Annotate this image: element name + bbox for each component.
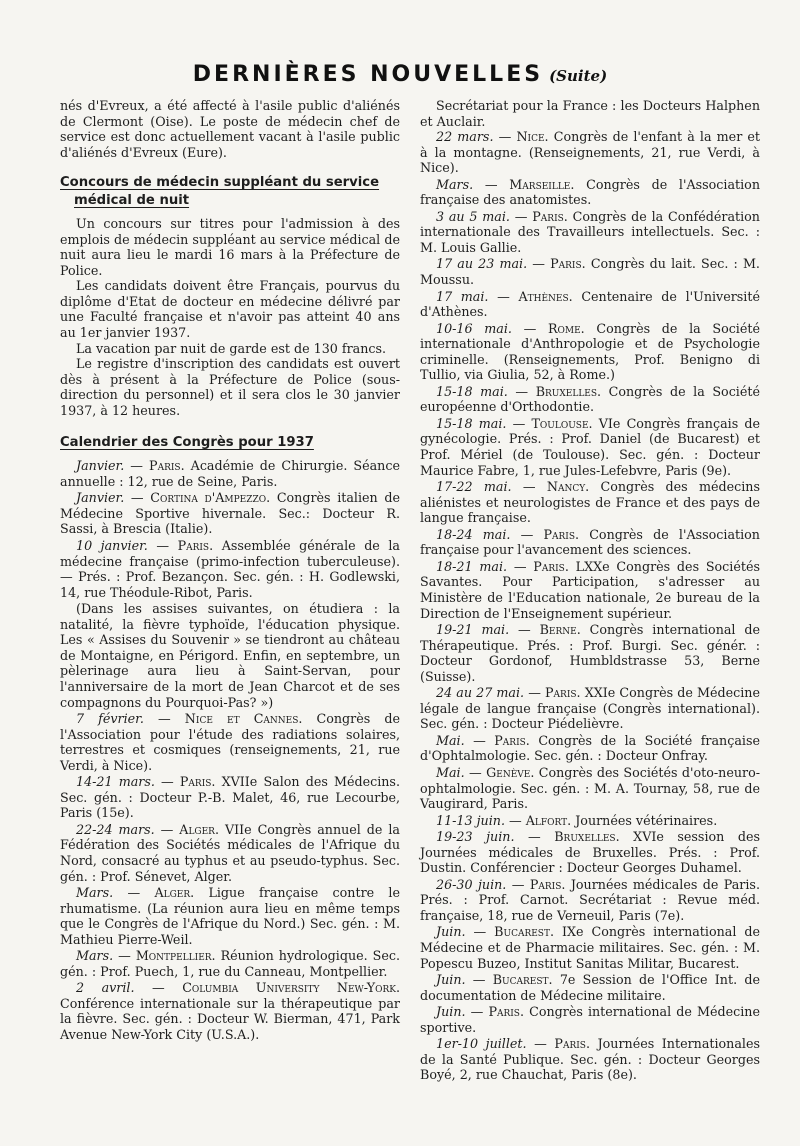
congress-date: Mai. [436,732,465,748]
concours-paragraph: Le registre d'inscription des candidats est ouvert dès à présent à la Préfecture de Police (sous-direction du personnel) et il sera clos le 30 janvier 1937, à 12 heures. [60,356,400,418]
congress-entry: Juin. — Bucarest. 7e Session de l'Office Int. de documentation de Médecine militaire. [420,972,760,1003]
congress-text: Journées vétérinaires. [575,812,718,828]
concours-heading-line2: médical de nuit [74,193,190,209]
congress-place: Athènes. [518,288,573,304]
congress-entry: 10-16 mai. — Rome. Congrès de la Société internationale d'Anthropologie et de Psychologie criminelle. (Renseignements, Prof. Benigno di Tullio, via Giulia, 52, à Rome.) [420,320,760,383]
congress-place: Bruxelles. [535,383,602,399]
calendrier-heading-text: Calendrier des Congrès pour 1937 [60,435,314,451]
congress-place: Paris. [149,458,185,474]
congress-text: Congrès de l'Association pour l'étude des radiations solaires, terrestres et cosmiques (renseignements, 21, rue Verdi, à Nice). [60,711,400,773]
left-congress-list [60,458,400,1042]
congress-place: Paris. [543,526,580,542]
congress-text: (Dans les assises suivantes, on étudiera : la natalité, la fièvre typhoïde, l'éducation physique. Les « Assises du Souvenir » se tiendront au château de Montaigne, en Périgord. Enfin, en septembre, un pèlerinage aura lieu à Saint-Servan, pour l'anniversaire de la mort de Jean Charcot et de ses compagnons du Pourquoi-Pas? ») [60,601,400,710]
congress-text: Congrès international de Médecine sportive. [420,1004,760,1035]
page-title-text: DERNIÈRES NOUVELLES [192,62,544,87]
congress-place: Bruxelles. [554,829,620,845]
congress-text: Congrès de l'Association française pour l'avancement des sciences. [420,526,760,558]
congress-place: Toulouse. [531,415,593,431]
page-title [0,62,800,87]
congress-entry: 17 mai. — Athènes. Centenaire de l'Université d'Athènes. [420,288,760,320]
congress-place: Paris. [550,256,586,272]
congress-entry [60,601,400,710]
congress-entry: 26-30 juin. — Paris. Journées médicales de Paris. Prés. : Prof. Carnot. Secrétariat : Revue méd. française, 18, rue de Verneuil, Paris (7e). [420,876,760,923]
congress-date: Juin. [436,924,466,940]
congress-date: 17 mai. [436,288,489,304]
congress-date: 10 janvier. [76,538,148,554]
congress-date: 22-24 mars. [76,821,155,837]
congress-text: Centenaire de l'Université d'Athènes. [420,288,760,320]
congress-date: Juin. [436,972,466,988]
congress-text: Journées médicales de Paris. Prés. : Prof. Carnot. Secrétariat : Revue méd. française, 18, rue de Verneuil, Paris (7e). [420,876,760,923]
congress-entry: 10 janvier. — Paris. Assemblée générale de la médecine française (primo-infection tuberculeuse). — Prés. : Prof. Bezançon. Sec. gén. : H. Godlewski, 14, rue Théodule-Ribot, Paris. [60,538,400,600]
congress-date: Mars. [76,948,114,964]
congress-text: Congrès de la Société française d'Ophtalmologie. Sec. gén. : Docteur Onfray. [420,732,760,764]
congress-entry: Mars. — Alger. Ligue française contre le rhumatisme. (La réunion aura lieu en même temps que le Congrès de l'Afrique du Nord.) Sec. gén. : M. Mathieu Pierre-Weil. [60,885,400,947]
congress-date: 15-18 mai. [436,383,508,399]
congress-date: Mai. [436,764,465,780]
congress-entry: 19-21 mai. — Berne. Congrès international de Thérapeutique. Prés. : Prof. Burgi. Sec. génér. : Docteur Gordonof, Humbldstrasse 53, Berne (Suisse). [420,622,760,684]
page-title-suite: (Suite) [549,67,608,85]
congress-place: Nancy. [546,479,590,495]
concours-heading-line1: Concours de médecin suppléant du service [60,175,380,191]
congress-place: Paris. [532,208,568,224]
congress-entry: 14-21 mars. — Paris. XVIIe Salon des Médecins. Sec. gén. : Docteur P.-B. Malet, 46, rue Lecourbe, Paris (15e). [60,774,400,821]
congress-place: Alger. [154,885,195,901]
congress-place: Alfort. [525,812,572,828]
congress-text: XVIe session des Journées médicales de Bruxelles. Prés. : Prof. Dustin. Conférencier : Docteur Georges Duhamel. [420,829,760,876]
congress-date: 10-16 mai. [436,320,512,336]
congress-date: 24 au 27 mai. [436,685,525,701]
congress-entry: Janvier. — Paris. Académie de Chirurgie. Séance annuelle : 12, rue de Seine, Paris. [60,458,400,489]
congress-entry: Juin. — Bucarest. IXe Congrès international de Médecine et de Pharmacie militaires. Sec. gén. : M. Popescu Buzeo, Institut Sanitas Militar, Bucarest. [420,924,760,971]
congress-date: Juin. [436,1004,466,1020]
congress-date: 17-22 mai. [436,479,512,495]
congress-text: Congrès du lait. Sec. : M. Moussu. [420,256,760,288]
congress-place: Paris. [494,732,530,748]
congress-date: 15-18 mai. [436,415,507,431]
congress-date: 1er-10 juillet. [436,1036,527,1052]
congress-date: Janvier. [76,458,125,474]
congress-date: 17 au 23 mai. [436,256,528,272]
congress-place: Cortina d'Ampezzo. [150,490,271,506]
congress-place: Genève. [486,764,535,780]
congress-place: Paris. [545,685,581,701]
congress-place: Montpellier. [135,948,216,964]
congress-text: Congrès des Sociétés d'oto-neuro-ophtalmologie. Sec. gén. : M. A. Tournay, 58, rue de Vaugirard, Paris. [420,764,760,812]
congress-place: Paris. [488,1004,525,1020]
congress-date: 19-23 juin. [436,829,515,845]
congress-place: Bucarest. [494,924,554,940]
congress-place: Marseille. [509,176,575,192]
congress-date: 19-21 mai. [436,622,510,638]
congress-place: Paris. [179,774,216,790]
congress-entry: 3 au 5 mai. — Paris. Congrès de la Confédération internationale des Travailleurs intellectuels. Sec. : M. Louis Gallie. [420,208,760,255]
concours-paragraph: Un concours sur titres pour l'admission à des emplois de médecin suppléant au service médical de nuit aura lieu le mardi 16 mars à la Préfecture de Police. [60,216,400,278]
right-congress-list [420,129,760,1083]
congress-date: 2 avril. [76,980,135,996]
congress-text: Congrès de la Confédération internationale des Travailleurs intellectuels. Sec. : M. Louis Gallie. [420,208,760,255]
congress-text: Congrès de la Société internationale d'Anthropologie et de Psychologie criminelle. (Renseignements, Prof. Benigno di Tullio, via Giulia, 52, à Rome.) [420,320,760,383]
congress-entry: Mai. — Genève. Congrès des Sociétés d'oto-neuro-ophtalmologie. Sec. gén. : M. A. Tournay, 58, rue de Vaugirard, Paris. [420,764,760,812]
congress-text: 7e Session de l'Office Int. de documentation de Médecine militaire. [420,972,760,1003]
congress-place: Paris. [554,1036,590,1052]
congress-date: 14-21 mars. [76,774,155,790]
congress-text: Congrès de l'Association française des anatomistes. [420,176,760,208]
concours-paragraph: La vacation par nuit de garde est de 130 francs. [76,340,387,356]
congress-place: Paris. [533,558,569,574]
congress-entry: 1er-10 juillet. — Paris. Journées Internationales de la Santé Publique. Sec. gén. : Docteur Georges Boyé, 2, rue Chauchat, Paris (8e). [420,1036,760,1083]
congress-date: 26-30 juin. [436,876,507,892]
congress-text: Journées Internationales de la Santé Publique. Sec. gén. : Docteur Georges Boyé, 2, rue Chauchat, Paris (8e). [420,1036,760,1083]
congress-entry: Mars. — Marseille. Congrès de l'Association française des anatomistes. [420,176,760,208]
congress-entry: 17 au 23 mai. — Paris. Congrès du lait. Sec. : M. Moussu. [420,256,760,288]
intro-paragraph: nés d'Evreux, a été affecté à l'asile public d'aliénés de Clermont (Oise). Le poste de médecin chef de service est donc actuellement vacant à l'asile public d'aliénés d'Evreux (Eure). [60,98,400,160]
congress-place: Bucarest. [492,972,553,988]
congress-date: 7 février. [76,711,144,727]
congress-text: Ligue française contre le rhumatisme. (La réunion aura lieu en même temps que le Congrès de l'Afrique du Nord.) Sec. gén. : M. Mathieu Pierre-Weil. [60,885,400,947]
congress-text: Académie de Chirurgie. Séance annuelle : 12, rue de Seine, Paris. [60,458,400,489]
congress-entry: 22-24 mars. — Alger. VIIe Congrès annuel de la Fédération des Sociétés médicales de l'Afrique du Nord, consacré au typhus et au pseudo-typhus. Sec. gén. : Prof. Sénevet, Alger. [60,821,400,884]
congress-text: Congrès de la Société européenne d'Orthodontie. [420,383,760,415]
concours-heading [60,174,400,210]
concours-paragraph: Les candidats doivent être Français, pourvus du diplôme d'Etat de docteur en médecine délivré par une Faculté française et n'avoir pas atteint 40 ans au 1er janvier 1937. [60,278,400,341]
congress-date: 22 mars. [436,129,494,145]
congress-text: VIIe Congrès annuel de la Fédération des Sociétés médicales de l'Afrique du Nord, consacré au typhus et au pseudo-typhus. Sec. gén. : Prof. Sénevet, Alger. [60,821,400,884]
congress-text: LXXe Congrès des Sociétés Savantes. Pour Participation, s'adresser au Ministère de l'Education nationale, 2e bureau de la Direction de l'Enseignement supérieur. [420,558,760,621]
right-column [420,98,760,1084]
congress-date: 18-21 mai. [436,558,508,574]
congress-entry: 15-18 mai. — Bruxelles. Congrès de la Société européenne d'Orthodontie. [420,383,760,415]
congress-entry: 15-18 mai. — Toulouse. VIe Congrès français de gynécologie. Prés. : Prof. Daniel (de Bucarest) et Prof. Mériel (de Toulouse). Sec. gén. : Docteur Maurice Fabre, 1, rue Jules-Lefebvre, Paris (9e). [420,415,760,478]
left-column [60,98,400,1044]
congress-place: Paris. [529,876,566,892]
congress-place: Nice. [516,129,549,145]
congress-date: Mars. [436,176,474,192]
congress-place: Berne. [539,622,581,638]
congress-text: IXe Congrès international de Médecine et de Pharmacie militaires. Sec. gén. : M. Popescu Buzeo, Institut Sanitas Militar, Bucarest. [420,924,760,971]
calendrier-heading [60,434,400,452]
congress-entry: 17-22 mai. — Nancy. Congrès des médecins aliénistes et neurologistes de France et des pays de langue française. [420,479,760,526]
congress-text: VIe Congrès français de gynécologie. Prés. : Prof. Daniel (de Bucarest) et Prof. Mériel (de Toulouse). Sec. gén. : Docteur Maurice Fabre, 1, rue Jules-Lefebvre, Paris (9e). [420,415,760,478]
congress-entry: Janvier. — Cortina d'Ampezzo. Congrès italien de Médecine Sportive hivernale. Sec.: Docteur R. Sassi, à Brescia (Italie). [60,490,400,537]
congress-entry: 2 avril. — Columbia University New-York. Conférence internationale sur la thérapeutique par la fièvre. Sec. gén. : Docteur W. Bierman, 471, Park Avenue New-York City (U.S.A.). [60,980,400,1042]
congress-date: 11-13 juin. [436,812,505,828]
congress-place: Alger. [179,821,219,837]
congress-text: Conférence internationale sur la thérapeutique par la fièvre. Sec. gén. : Docteur W. Bierman, 471, Park Avenue New-York City (U.S.A.). [60,995,400,1042]
congress-text: Congrès des médecins aliénistes et neurologistes de France et des pays de langue française. [420,479,760,526]
congress-entry: Mai. — Paris. Congrès de la Société française d'Ophtalmologie. Sec. gén. : Docteur Onfray. [420,732,760,764]
congress-place: Paris. [177,538,214,554]
congress-entry: Juin. — Paris. Congrès international de Médecine sportive. [420,1004,760,1035]
congress-text: Réunion hydrologique. Sec. gén. : Prof. Puech, 1, rue du Canneau, Montpellier. [60,948,400,979]
congress-entry: 22 mars. — Nice. Congrès de l'enfant à la mer et à la montagne. (Renseignements, 21, rue Verdi, à Nice). [420,129,760,176]
congress-date: 3 au 5 mai. [436,208,510,224]
congress-entry: 7 février. — Nice et Cannes. Congrès de l'Association pour l'étude des radiations solaires, terrestres et cosmiques (renseignements, 21, rue Verdi, à Nice). [60,711,400,773]
congress-text: Congrès de l'enfant à la mer et à la montagne. (Renseignements, 21, rue Verdi, à Nice). [420,129,760,176]
congress-date: Janvier. [76,490,125,506]
congress-text: XVIIe Salon des Médecins. Sec. gén. : Docteur P.-B. Malet, 46, rue Lecourbe, Paris (15e). [60,774,400,821]
congress-place: Rome. [547,320,585,336]
congress-text: Assemblée générale de la médecine française (primo-infection tuberculeuse). — Prés. : Prof. Bezançon. Sec. gén. : H. Godlewski, 14, rue Théodule-Ribot, Paris. [60,538,400,600]
right-lead-paragraph: Secrétariat pour la France : les Docteurs Halphen et Auclair. [420,98,760,129]
congress-entry: 24 au 27 mai. — Paris. XXIe Congrès de Médecine légale de langue française (Congrès international). Sec. gén. : Docteur Piédelièvre. [420,685,760,732]
congress-place: Nice et Cannes. [184,711,303,727]
congress-entry: 18-24 mai. — Paris. Congrès de l'Association française pour l'avancement des sciences. [420,526,760,558]
congress-text: Congrès italien de Médecine Sportive hivernale. Sec.: Docteur R. Sassi, à Brescia (Italie). [60,490,400,537]
congress-text: Congrès international de Thérapeutique. Prés. : Prof. Burgi. Sec. génér. : Docteur Gordonof, Humbldstrasse 53, Berne (Suisse). [420,622,760,684]
congress-entry: 19-23 juin. — Bruxelles. XVIe session des Journées médicales de Bruxelles. Prés. : Prof. Dustin. Conférencier : Docteur Georges Duhamel. [420,829,760,876]
congress-date: 18-24 mai. [436,526,511,542]
congress-entry: 11-13 juin. — Alfort. Journées vétérinaires. [436,812,718,828]
congress-place: Columbia University New-York. [182,980,400,996]
congress-date: Mars. [76,885,114,901]
congress-text: XXIe Congrès de Médecine légale de langue française (Congrès international). Sec. gén. : Docteur Piédelièvre. [420,685,760,732]
congress-entry: Mars. — Montpellier. Réunion hydrologique. Sec. gén. : Prof. Puech, 1, rue du Canneau, Montpellier. [60,948,400,979]
congress-entry: 18-21 mai. — Paris. LXXe Congrès des Sociétés Savantes. Pour Participation, s'adresser au Ministère de l'Education nationale, 2e bureau de la Direction de l'Enseignement supérieur. [420,558,760,621]
